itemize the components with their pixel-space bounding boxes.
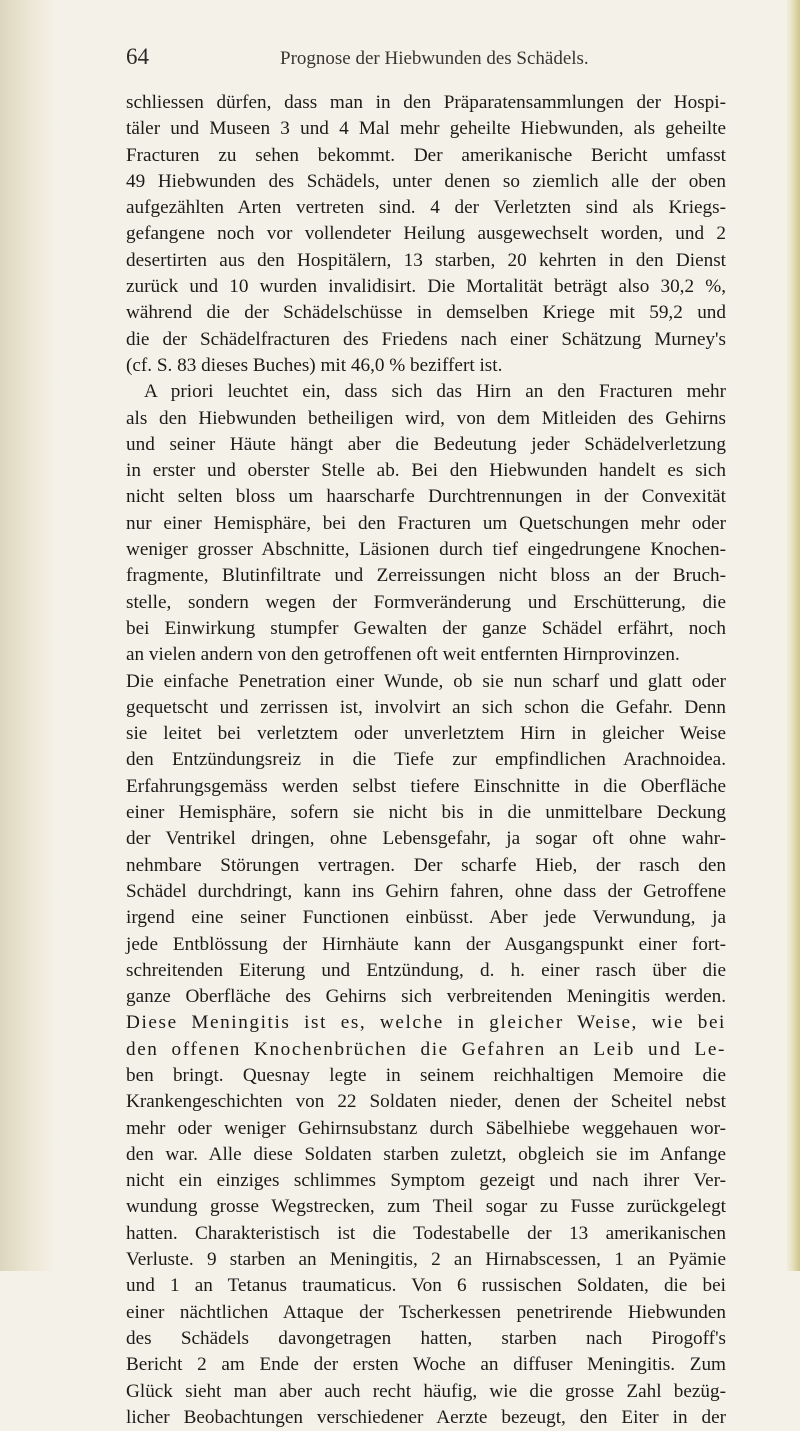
text-line: Glück sieht man aber auch recht häufig, wie die grosse Zahl bezüg-	[126, 1380, 726, 1402]
text-line: weniger grosser Abschnitte, Läsionen durch tief eingedrungene Knochen-	[126, 539, 726, 561]
text-line: Fracturen zu sehen bekommt. Der amerikanische Bericht umfasst	[126, 144, 726, 166]
text-line: sie leitet bei verletztem oder unverletztem Hirn in gleicher Weise	[126, 723, 726, 745]
text-line: gequetscht und zerrissen ist, involvirt an sich schon die Gefahr. Denn	[126, 696, 726, 718]
text-line: Diese Meningitis ist es, welche in gleicher Weise, wie bei	[126, 1012, 726, 1034]
text-line: den offenen Knochenbrüchen die Gefahren an Leib und Le-	[126, 1038, 726, 1060]
text-line: nur einer Hemisphäre, bei den Fracturen um Quetschungen mehr oder	[126, 512, 726, 534]
text-line: und seiner Häute hängt aber die Bedeutung jeder Schädelverletzung	[126, 433, 726, 455]
running-head: Prognose der Hiebwunden des Schädels.	[280, 48, 589, 69]
text-line: als den Hiebwunden betheiligen wird, von dem Mitleiden des Gehirns	[126, 407, 726, 429]
text-line: Erfahrungsgemäss werden selbst tiefere Einschnitte in die Oberfläche	[126, 775, 726, 797]
text-line: der Ventrikel dringen, ohne Lebensgefahr, ja sogar oft ohne wahr-	[126, 828, 726, 850]
text-line: den war. Alle diese Soldaten starben zuletzt, obgleich sie im Anfange	[126, 1143, 726, 1165]
text-line: gefangene noch vor vollendeter Heilung ausgewechselt worden, und 2	[126, 223, 726, 245]
text-line: nicht ein einziges schlimmes Symptom gezeigt und nach ihrer Ver-	[126, 1170, 726, 1192]
text-line: und 1 an Tetanus traumaticus. Von 6 russischen Soldaten, die bei	[126, 1275, 726, 1297]
text-line: licher Beobachtungen verschiedener Aerzte bezeugt, den Eiter in der	[126, 1406, 726, 1428]
text-line: wundung grosse Wegstrecken, zum Theil sogar zu Fusse zurückgelegt	[126, 1196, 726, 1218]
text-line: ben bringt. Quesnay legte in seinem reichhaltigen Memoire die	[126, 1064, 726, 1086]
text-line: fragmente, Blutinfiltrate und Zerreissungen nicht bloss an der Bruch-	[126, 565, 726, 587]
body-text	[126, 90, 726, 1431]
text-line: schliessen dürfen, dass man in den Präparatensammlungen der Hospi-	[126, 92, 726, 113]
text-line: in erster und oberster Stelle ab. Bei den Hiebwunden handelt es sich	[126, 460, 726, 482]
text-line: täler und Museen 3 und 4 Mal mehr geheilte Hiebwunden, als geheilte	[126, 118, 726, 140]
text-line: hatten. Charakteristisch ist die Todestabelle der 13 amerikanischen	[126, 1222, 726, 1244]
text-line: die der Schädelfracturen des Friedens nach einer Schätzung Murney's	[126, 328, 726, 350]
text-line: einer nächtlichen Attaque der Tscherkessen penetrirende Hiebwunden	[126, 1301, 726, 1323]
text-line: schreitenden Eiterung und Entzündung, d. h. einer rasch über die	[126, 959, 726, 981]
page-edge-left-shadow	[0, 0, 56, 1271]
text-line: zurück und 10 wurden invalidisirt. Die Mortalität beträgt also 30,2 %,	[126, 276, 726, 298]
text-line: Die einfache Penetration einer Wunde, ob sie nun scharf und glatt oder	[126, 670, 726, 692]
text-line: (cf. S. 83 dieses Buches) mit 46,0 % beziffert ist.	[126, 354, 503, 376]
text-line: Verluste. 9 starben an Meningitis, 2 an Hirnabscessen, 1 an Pyämie	[126, 1249, 726, 1271]
text-line: A priori leuchtet ein, dass sich das Hirn an den Fracturen mehr	[144, 381, 726, 403]
text-line: nicht selten bloss um haarscharfe Durchtrennungen in der Convexität	[126, 486, 726, 508]
text-line: Schädel durchdringt, kann ins Gehirn fahren, ohne dass der Getroffene	[126, 880, 726, 902]
text-line: desertirten aus den Hospitälern, 13 starben, 20 kehrten in den Dienst	[126, 249, 726, 271]
text-line: während die der Schädelschüsse in demselben Kriege mit 59,2 und	[126, 302, 726, 324]
text-line: aufgezählten Arten vertreten sind. 4 der Verletzten sind als Kriegs-	[126, 197, 726, 219]
text-line: den Entzündungsreiz in die Tiefe zur empfindlichen Arachnoidea.	[126, 749, 726, 771]
page-number: 64	[126, 44, 149, 69]
page-edge-right-stain	[786, 0, 800, 1271]
text-line: des Schädels davongetragen hatten, starben nach Pirogoff's	[126, 1327, 726, 1349]
page-header	[126, 44, 726, 78]
text-line: bei Einwirkung stumpfer Gewalten der ganze Schädel erfährt, noch	[126, 617, 726, 639]
text-line: nehmbare Störungen vertragen. Der scharfe Hieb, der rasch den	[126, 854, 726, 876]
text-line: stelle, sondern wegen der Formveränderung und Erschütterung, die	[126, 591, 726, 613]
text-line: einer Hemisphäre, sofern sie nicht bis in die unmittelbare Deckung	[126, 802, 726, 824]
text-line: an vielen andern von den getroffenen oft weit entfernten Hirnprovinzen.	[126, 644, 680, 666]
text-line: mehr oder weniger Gehirnsubstanz durch Säbelhiebe weggehauen wor-	[126, 1117, 726, 1139]
text-line: jede Entblössung der Hirnhäute kann der Ausgangspunkt einer fort-	[126, 933, 726, 955]
text-line: irgend eine seiner Functionen einbüsst. Aber jede Verwundung, ja	[126, 907, 726, 929]
text-line: ganze Oberfläche des Gehirns sich verbreitenden Meningitis werden.	[126, 986, 726, 1008]
text-line: Krankengeschichten von 22 Soldaten nieder, denen der Scheitel nebst	[126, 1091, 726, 1113]
text-line: Bericht 2 am Ende der ersten Woche an diffuser Meningitis. Zum	[126, 1354, 726, 1376]
text-line: 49 Hiebwunden des Schädels, unter denen so ziemlich alle der oben	[126, 170, 726, 192]
